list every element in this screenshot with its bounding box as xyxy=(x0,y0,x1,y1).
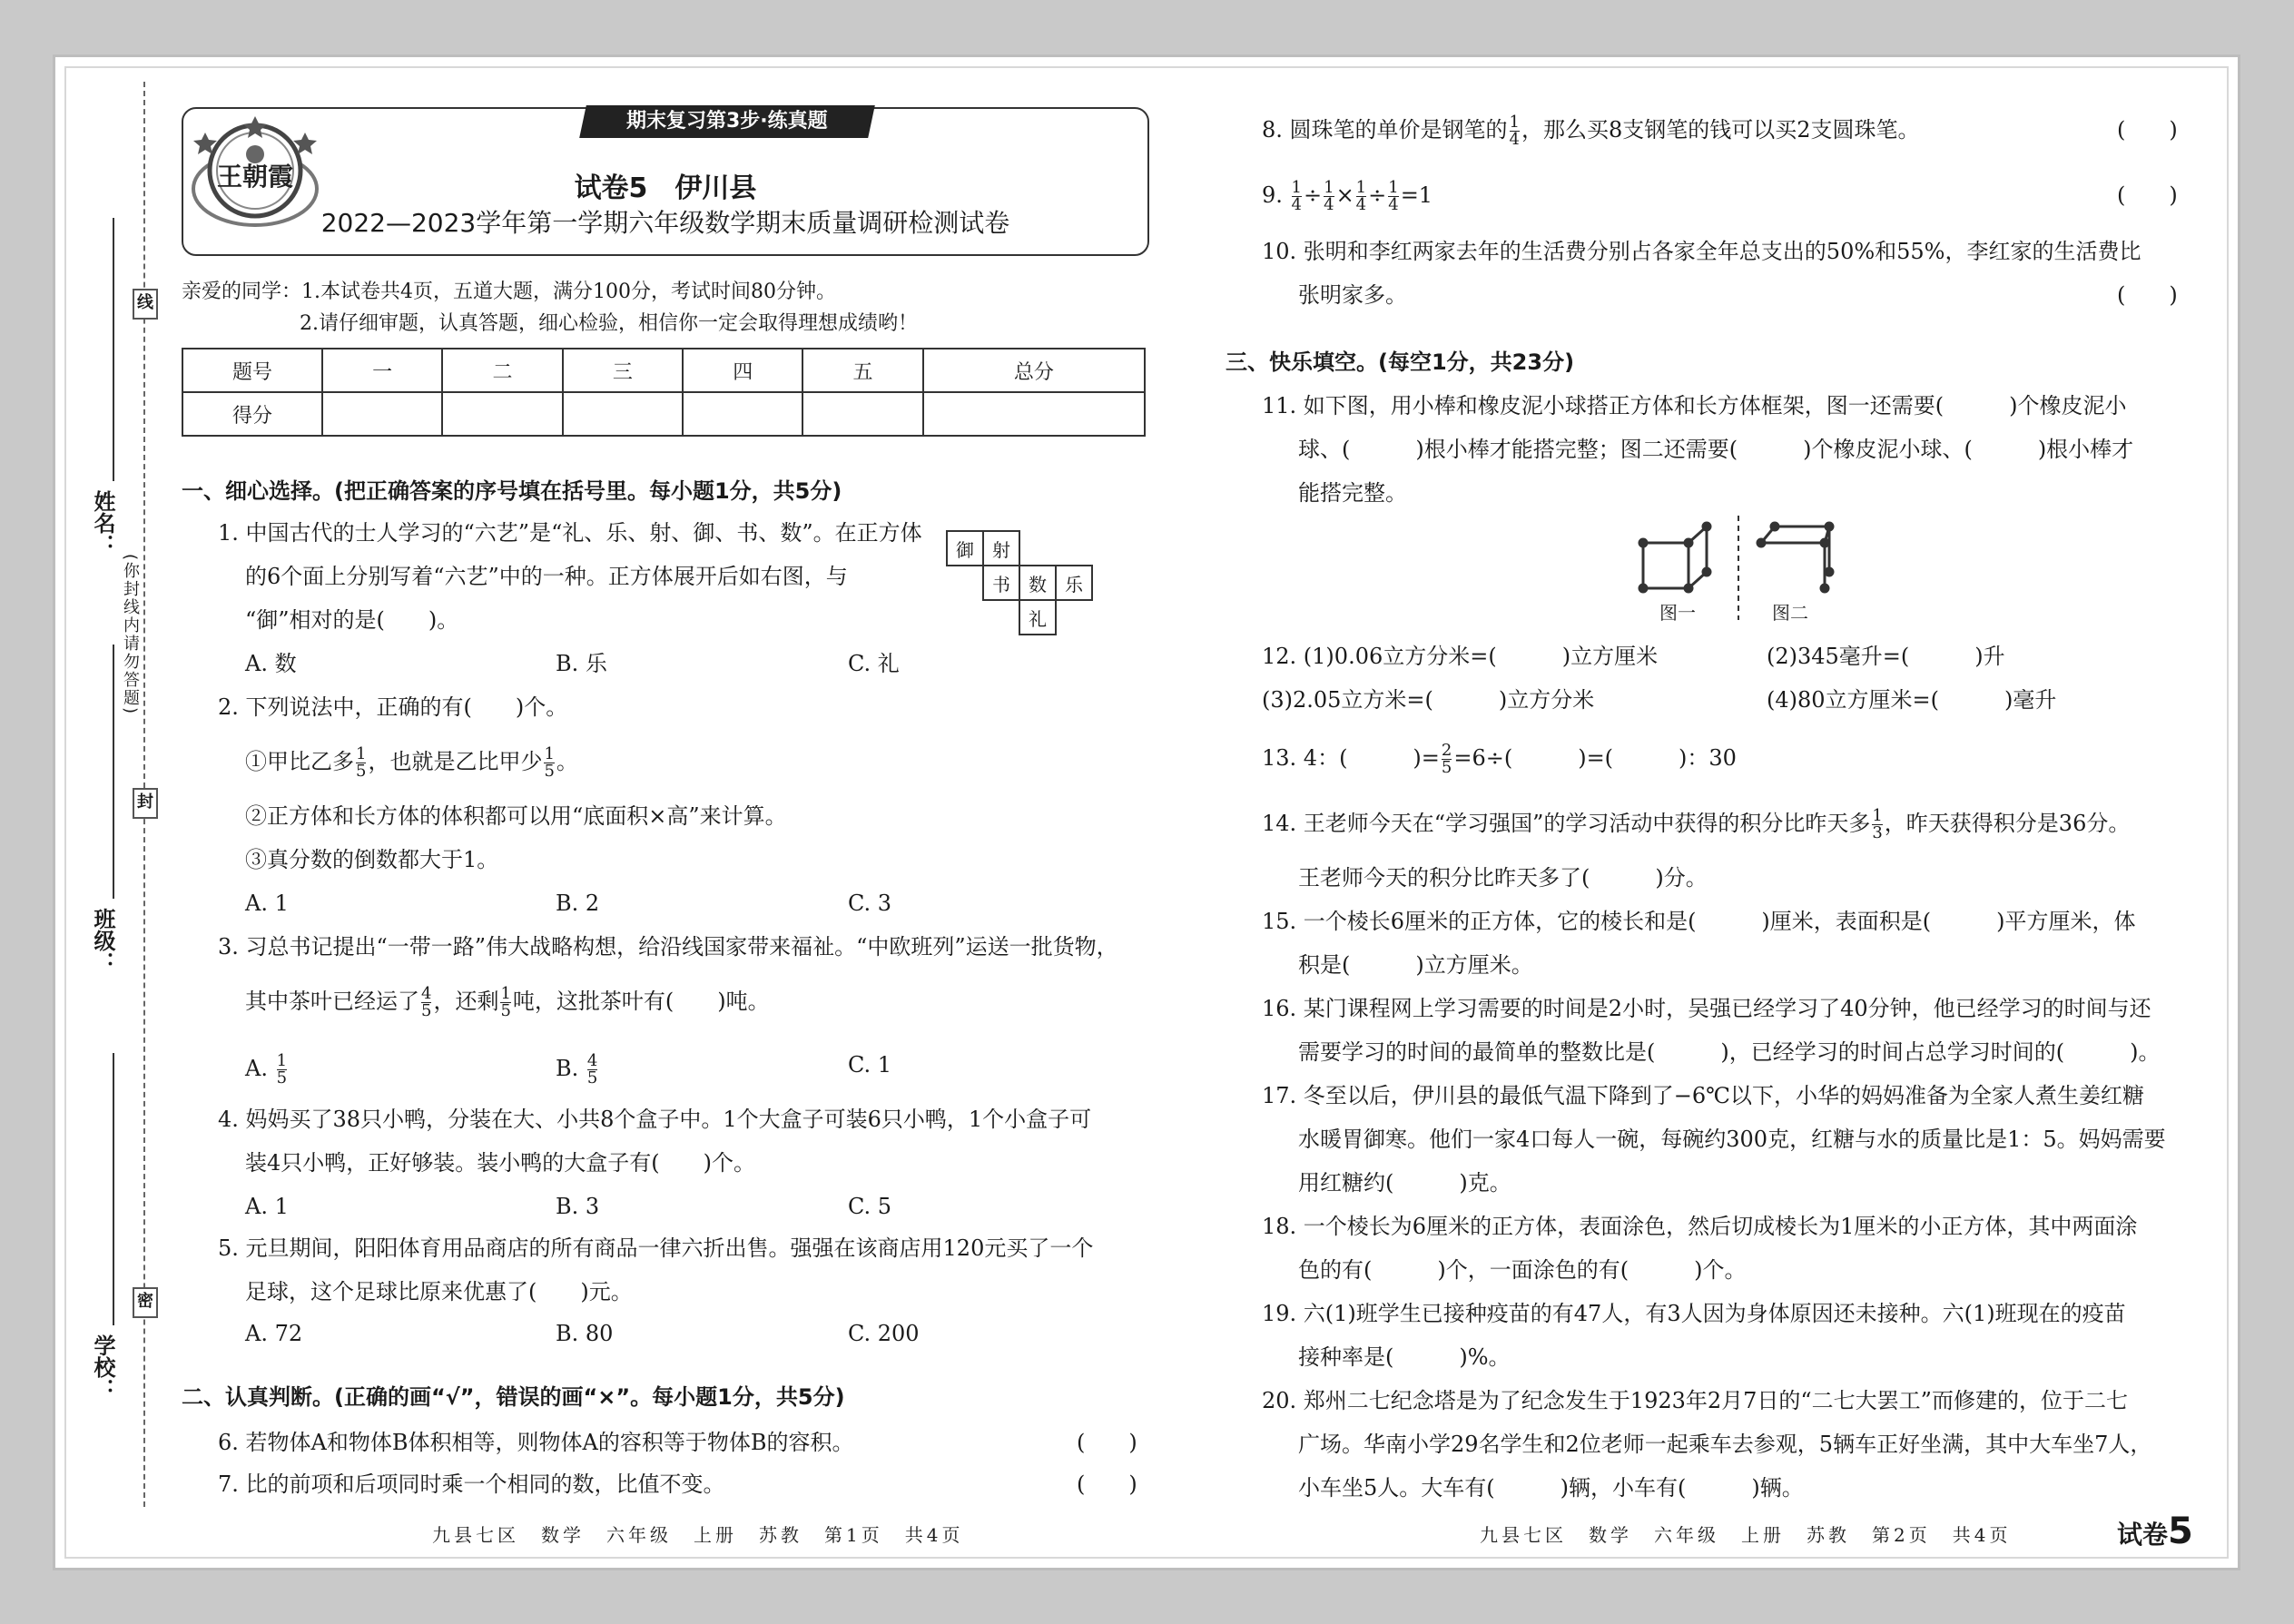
q10-line-1: 10. 张明和李红两家去年的生活费分别占各家全年总支出的50%和55%，李红家的生活费比 xyxy=(1262,239,2141,264)
q5-line-2: 足球，这个足球比原来优惠了( )元。 xyxy=(245,1279,633,1304)
binding-note: (你封线内请勿答题) xyxy=(121,554,140,716)
score-col-header: 一 xyxy=(322,349,442,392)
name-label: 姓名： xyxy=(90,490,115,556)
school-label: 学校： xyxy=(90,1334,115,1400)
fraction-four-fifths: $\frac{4}{5}$ xyxy=(421,984,432,1020)
score-cell[interactable] xyxy=(683,392,802,436)
q17-line-2: 水暖胃御寒。他们一家4口每人一碗，每碗约300克，红糖与水的质量比是1：5。妈妈需要 xyxy=(1298,1127,2166,1152)
score-col-header: 题号 xyxy=(182,349,322,392)
score-table xyxy=(182,348,1146,437)
intro-line-1: 亲爱的同学：1.本试卷共4页，五道大题，满分100分，考试时间80分钟。 xyxy=(182,281,836,303)
q2-option-a[interactable]: A. 1 xyxy=(245,891,289,916)
fraction-two-fifths: $\frac{2}{5}$ xyxy=(1441,741,1452,777)
q2-option-c[interactable]: C. 3 xyxy=(848,891,892,916)
q18-line-1: 18. 一个棱长为6厘米的正方体，表面涂色，然后切成棱长为1厘米的小正方体，其中两面涂 xyxy=(1262,1214,2138,1239)
q15-line-1: 15. 一个棱长6厘米的正方体，它的棱长和是( )厘米，表面积是( )平方厘米，体 xyxy=(1262,909,2136,934)
score-cell[interactable] xyxy=(322,392,442,436)
q17-line-3: 用红糖约( )克。 xyxy=(1298,1170,1511,1196)
fraction-one-quarter: $\frac{1}{4}$ xyxy=(1324,178,1334,214)
q8-answer-paren[interactable]: ( ) xyxy=(2117,117,2178,143)
header-banner: 期末复习第3步·练真题 xyxy=(579,105,875,138)
figure-1-caption: 图一 xyxy=(1659,602,1696,624)
figure-2-caption: 图二 xyxy=(1772,602,1808,624)
fraction-one-fifth: $\frac{1}{5}$ xyxy=(356,744,367,781)
school-field[interactable] xyxy=(113,1053,114,1325)
q11-line-2: 球、( )根小棒才能搭完整；图二还需要( )个橡皮泥小球、( )根小棒才 xyxy=(1298,437,2134,462)
section-3-heading: 三、快乐填空。(每空1分，共23分) xyxy=(1226,349,1575,375)
q2-statement-2: ②正方体和长方体的体积都可以用“底面积×高”来计算。 xyxy=(245,803,787,829)
q14-line-2: 王老师今天的积分比昨天多了( )分。 xyxy=(1298,865,1708,891)
score-table-header-row xyxy=(182,349,1145,392)
fraction-four-fifths: $\frac{4}{5}$ xyxy=(586,1051,598,1088)
q10-answer-paren[interactable]: ( ) xyxy=(2117,282,2178,308)
score-table-row xyxy=(182,392,1145,436)
page-1-footer: 九县七区 数学 六年级 上册 苏教 第1页 共4页 xyxy=(432,1524,964,1546)
intro-line-2: 2.请仔细审题，认真答题，细心检验，相信你一定会取得理想成绩哟！ xyxy=(300,312,918,335)
q11-line-1: 11. 如下图，用小棒和橡皮泥小球搭正方体和长方体框架，图一还需要( )个橡皮泥小 xyxy=(1262,393,2127,418)
q1-line-1: 1. 中国古代的士人学习的“六艺”是“礼、乐、射、御、书、数”。在正方体 xyxy=(218,520,922,546)
q3-option-a[interactable]: A. $\frac{1}{5}$ xyxy=(245,1051,288,1088)
q12-part-4: (4)80立方厘米=( )毫升 xyxy=(1767,687,2057,713)
q2-stem: 2. 下列说法中，正确的有( )个。 xyxy=(218,694,568,720)
page-2-footer: 九县七区 数学 六年级 上册 苏教 第2页 共4页 xyxy=(1480,1524,2012,1546)
q20-line-2: 广场。华南小学29名学生和2位老师一起乘车去参观，5辆车正好坐满，其中大车坐7人， xyxy=(1298,1432,2152,1457)
q19-line-1: 19. 六(1)班学生已接种疫苗的有47人，有3人因为身体原因还未接种。六(1)班现在的疫苗 xyxy=(1262,1301,2126,1326)
score-col-header: 五 xyxy=(802,349,922,392)
q2-statement-1: ①甲比乙多 $\frac{1}{5}$ ，也就是乙比甲少 $\frac{1}{5}$ 。 xyxy=(245,744,578,781)
score-cell[interactable] xyxy=(442,392,562,436)
q9-text: 9. $\frac{1}{4}$ ÷ $\frac{1}{4}$ × $\frac{1}{4}$ ÷ $\frac{1}{4}$ =1 xyxy=(1262,178,1433,214)
q4-option-a[interactable]: A. 1 xyxy=(245,1194,289,1219)
q6-answer-paren[interactable]: ( ) xyxy=(1077,1430,1137,1455)
class-label: 班级： xyxy=(90,908,115,973)
score-cell[interactable] xyxy=(923,392,1145,436)
q20-line-1: 20. 郑州二七纪念塔是为了纪念发生于1923年2月7日的“二七大罢工”而修建的，位于二七 xyxy=(1262,1388,2128,1413)
q19-line-2: 接种率是( )%。 xyxy=(1298,1344,1511,1370)
q1-option-a[interactable]: A. 数 xyxy=(245,651,297,676)
cube-net-diagram xyxy=(946,530,1093,635)
q4-line-1: 4. 妈妈买了38只小鸭，分装在大、小共8个盒子中。1个大盒子可装6只小鸭，1个小盒子可 xyxy=(218,1107,1092,1132)
section-2-heading: 二、认真判断。(正确的画“√”，错误的画“×”。每小题1分，共5分) xyxy=(182,1384,845,1410)
q5-option-a[interactable]: A. 72 xyxy=(245,1321,303,1346)
q12-part-2: (2)345毫升=( )升 xyxy=(1767,644,2005,669)
q17-line-1: 17. 冬至以后，伊川县的最低气温下降到了−6℃以下，小华的妈妈准备为全家人煮生姜红糖 xyxy=(1262,1083,2145,1108)
q1-option-b[interactable]: B. 乐 xyxy=(556,651,607,676)
q3-option-c[interactable]: C. 1 xyxy=(848,1052,892,1078)
q11-line-3: 能搭完整。 xyxy=(1298,480,1407,506)
binding-char-secret: 密 xyxy=(133,1287,158,1318)
fraction-one-third: $\frac{1}{3}$ xyxy=(1872,806,1883,842)
fraction-one-quarter: $\frac{1}{4}$ xyxy=(1509,113,1520,149)
q1-option-c[interactable]: C. 礼 xyxy=(848,651,900,676)
name-field[interactable] xyxy=(113,218,114,481)
score-col-header: 四 xyxy=(683,349,802,392)
net-face: 射 xyxy=(983,531,1019,566)
net-face: 数 xyxy=(1019,566,1056,600)
q1-line-2: 的6个面上分别写着“六艺”中的一种。正方体展开后如右图，与 xyxy=(245,564,848,589)
fraction-one-fifth: $\frac{1}{5}$ xyxy=(276,1051,288,1088)
score-col-header: 总分 xyxy=(923,349,1145,392)
paper-number-tag: 试卷5 xyxy=(2117,1511,2193,1552)
q2-option-b[interactable]: B. 2 xyxy=(556,891,600,916)
svg-text:王朝霞: 王朝霞 xyxy=(216,162,294,192)
net-face: 礼 xyxy=(1019,600,1056,635)
q3-line-1: 3. 习总书记提出“一带一路”伟大战略构想，给沿线国家带来福祉。“中欧班列”运送一批货物， xyxy=(218,934,1118,960)
q16-line-1: 16. 某门课程网上学习需要的时间是2小时，吴强已经学习了40分钟，他已经学习的时间与还 xyxy=(1262,996,2151,1021)
section-1-heading: 一、细心选择。(把正确答案的序号填在括号里。每小题1分，共5分) xyxy=(182,478,842,504)
net-face: 书 xyxy=(983,566,1019,600)
q3-option-b[interactable]: B. $\frac{4}{5}$ xyxy=(556,1051,598,1088)
q7-text: 7. 比的前项和后项同时乘一个相同的数，比值不变。 xyxy=(218,1471,725,1497)
q1-line-3: “御”相对的是( )。 xyxy=(245,607,459,633)
fraction-one-fifth: $\frac{1}{5}$ xyxy=(544,744,555,781)
q5-option-b[interactable]: B. 80 xyxy=(556,1321,614,1346)
net-face: 御 xyxy=(947,531,983,566)
q3-line-2: 其中茶叶已经运了 $\frac{4}{5}$ ，还剩 $\frac{1}{5}$ 吨，这批茶叶有( )吨。 xyxy=(245,984,770,1020)
paper-header xyxy=(182,107,1149,256)
q4-option-c[interactable]: C. 5 xyxy=(848,1194,892,1219)
q15-line-2: 积是( )立方厘米。 xyxy=(1298,952,1533,978)
q8-text: 8. 圆珠笔的单价是钢笔的 $\frac{1}{4}$ ，那么买8支钢笔的钱可以买2支圆珠笔。 xyxy=(1262,113,1920,149)
q12-part-1: 12. (1)0.06立方分米=( )立方厘米 xyxy=(1262,644,1659,669)
q12-part-3: (3)2.05立方米=( )立方分米 xyxy=(1262,687,1595,713)
fraction-one-quarter: $\frac{1}{4}$ xyxy=(1291,178,1302,214)
q4-line-2: 装4只小鸭，正好够装。装小鸭的大盒子有( )个。 xyxy=(245,1150,755,1176)
fraction-one-quarter: $\frac{1}{4}$ xyxy=(1388,178,1399,214)
q5-line-1: 5. 元旦期间，阳阳体育用品商店的所有商品一律六折出售。强强在该商店用120元买了一个 xyxy=(218,1235,1094,1261)
paper-subtitle: 2022—2023学年第一学期六年级数学期末质量调研检测试卷 xyxy=(320,208,1010,238)
q18-line-2: 色的有( )个，一面涂色的有( )个。 xyxy=(1298,1257,1747,1283)
score-cell[interactable] xyxy=(563,392,683,436)
q16-line-2: 需要学习的时间的最简单的整数比是( )，已经学习的时间占总学习时间的( )。 xyxy=(1298,1039,2161,1065)
score-row-label: 得分 xyxy=(182,392,322,436)
score-col-header: 三 xyxy=(563,349,683,392)
fraction-one-quarter: $\frac{1}{4}$ xyxy=(1355,178,1367,214)
q10-line-2: 张明家多。 xyxy=(1298,282,1407,308)
fraction-one-fifth: $\frac{1}{5}$ xyxy=(500,984,511,1020)
net-face: 乐 xyxy=(1056,566,1092,600)
score-col-header: 二 xyxy=(442,349,562,392)
q20-line-3: 小车坐5人。大车有( )辆，小车有( )辆。 xyxy=(1298,1475,1804,1501)
q9-answer-paren[interactable]: ( ) xyxy=(2117,182,2178,208)
paper-title: 试卷5 伊川县 xyxy=(574,172,757,204)
class-field[interactable] xyxy=(113,645,114,899)
q7-answer-paren[interactable]: ( ) xyxy=(1077,1471,1137,1497)
score-cell[interactable] xyxy=(802,392,922,436)
q13-text: 13. 4：( )= $\frac{2}{5}$ =6÷( )=( )：30 xyxy=(1262,741,1737,777)
binding-char-seal: 封 xyxy=(133,788,158,819)
q4-option-b[interactable]: B. 3 xyxy=(556,1194,600,1219)
q2-statement-3: ③真分数的倒数都大于1。 xyxy=(245,847,499,872)
binding-char-line: 线 xyxy=(133,289,158,320)
q5-option-c[interactable]: C. 200 xyxy=(848,1321,920,1346)
q14-line-1: 14. 王老师今天在“学习强国”的学习活动中获得的积分比昨天多 $\frac{1}{3}$ ，昨天获得积分是36分。 xyxy=(1262,806,2131,842)
q6-text: 6. 若物体A和物体B体积相等，则物体A的容积等于物体B的容积。 xyxy=(218,1430,854,1455)
